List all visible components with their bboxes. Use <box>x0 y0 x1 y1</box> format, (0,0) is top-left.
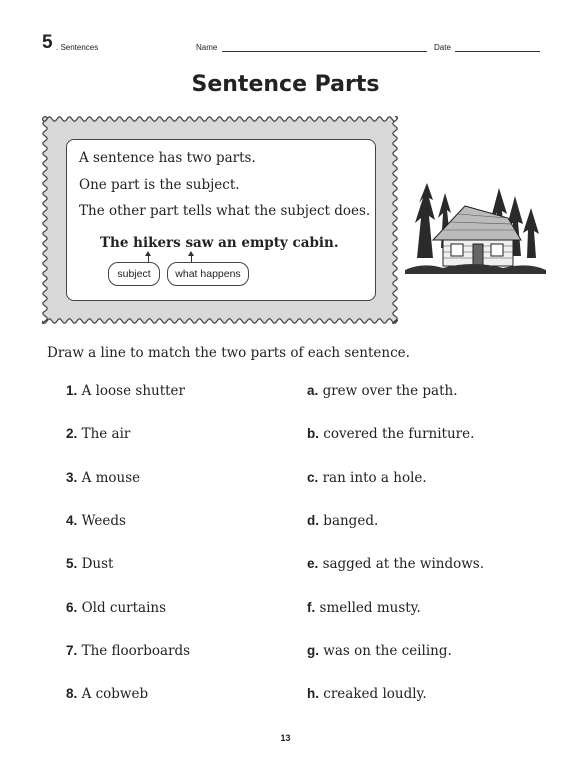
page-number: 13 <box>280 733 291 743</box>
subject-item[interactable] <box>66 426 130 442</box>
subject-item-text: A cobweb <box>81 686 149 703</box>
subject-item[interactable] <box>66 643 190 659</box>
cabin-illustration <box>403 178 548 278</box>
predicate-item[interactable] <box>307 513 378 529</box>
predicate-item-text: creaked loudly. <box>323 686 427 703</box>
predicate-item-text: smelled musty. <box>319 599 421 616</box>
date-line[interactable] <box>455 51 540 52</box>
unit-label: . Sentences <box>56 43 99 52</box>
subject-item[interactable] <box>66 686 148 702</box>
subject-item-text: A mouse <box>81 469 141 486</box>
subject-item[interactable] <box>66 470 140 486</box>
predicate-item-text: banged. <box>323 512 379 529</box>
predicate-item[interactable] <box>307 686 427 702</box>
predicate-item-number: a. <box>307 383 319 398</box>
predicate-item-number: e. <box>307 556 319 572</box>
predicate-item-number: d. <box>307 512 319 528</box>
predicate-item[interactable] <box>307 556 484 572</box>
predicate-item[interactable] <box>307 426 474 442</box>
predicate-arrow-head <box>188 251 194 256</box>
subject-item-number: 2. <box>66 426 78 442</box>
predicate-item-number: h. <box>307 686 319 702</box>
predicate-item-text: was on the ceiling. <box>323 642 452 659</box>
subject-item-text: The air <box>81 426 131 443</box>
name-line[interactable] <box>222 51 427 52</box>
what-happens-tag: what happens <box>167 262 249 286</box>
subject-item-text: The floorboards <box>81 642 191 659</box>
rule-line-2: One part is the subject. <box>79 177 240 193</box>
subject-arrow-head <box>145 251 151 256</box>
rule-line-3: The other part tells what the subject does. <box>79 203 371 219</box>
predicate-item-text: ran into a hole. <box>322 469 427 486</box>
instructions: Draw a line to match the two parts of each sentence. <box>47 345 410 361</box>
predicate-item-text: sagged at the windows. <box>322 556 485 573</box>
subject-item[interactable] <box>66 383 185 399</box>
subject-item-number: 4. <box>66 512 78 528</box>
predicate-item-text: grew over the path. <box>322 383 458 399</box>
name-label: Name <box>196 43 218 52</box>
subject-item-number: 8. <box>66 686 78 702</box>
predicate-item-number: f. <box>307 599 316 615</box>
subject-item-text: Dust <box>81 556 114 573</box>
predicate-item[interactable] <box>307 643 452 659</box>
subject-item-number: 3. <box>66 469 78 485</box>
predicate-item-text: covered the furniture. <box>323 426 475 443</box>
example-sentence: The hikers saw an empty cabin. <box>100 235 339 251</box>
predicate-item-number: c. <box>307 469 319 485</box>
subject-item-number: 1. <box>66 383 78 398</box>
subject-item-number: 6. <box>66 599 78 615</box>
subject-item-text: Old curtains <box>81 599 167 616</box>
subject-item-text: A loose shutter <box>81 383 185 399</box>
rule-line-1: A sentence has two parts. <box>79 150 256 166</box>
subject-item-number: 5. <box>66 556 78 572</box>
subject-item[interactable] <box>66 600 166 616</box>
subject-item-text: Weeds <box>81 512 126 529</box>
subject-item[interactable] <box>66 513 126 529</box>
unit-number: 5 <box>42 32 53 53</box>
predicate-item[interactable] <box>307 470 427 486</box>
predicate-item[interactable] <box>307 383 457 399</box>
predicate-item[interactable] <box>307 600 421 616</box>
subject-item[interactable] <box>66 556 113 572</box>
date-label: Date <box>434 43 451 52</box>
predicate-item-number: b. <box>307 426 319 442</box>
subject-tag: subject <box>108 262 160 286</box>
page-title: Sentence Parts <box>191 72 380 97</box>
subject-item-number: 7. <box>66 642 78 658</box>
predicate-item-number: g. <box>307 642 319 658</box>
